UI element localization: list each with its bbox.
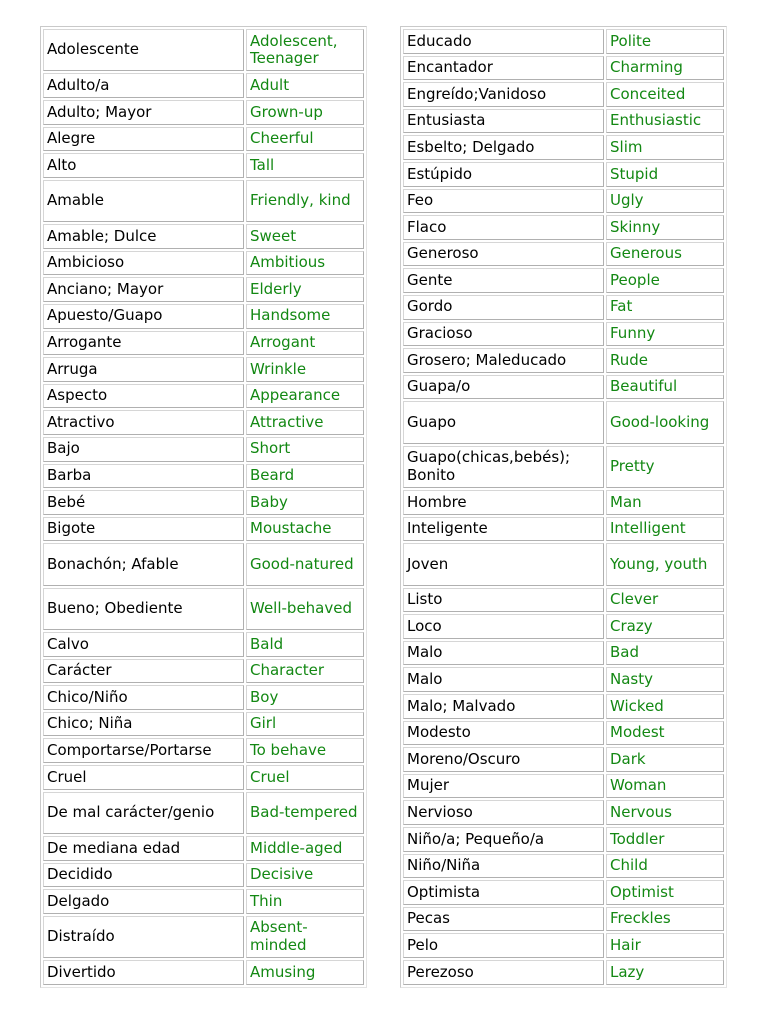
- spanish-word: Adulto; Mayor: [43, 100, 244, 125]
- table-row: [403, 322, 724, 347]
- english-translation: Skinny: [606, 215, 724, 240]
- spanish-word: Cruel: [43, 765, 244, 790]
- table-row: [403, 543, 724, 585]
- table-row: [403, 295, 724, 320]
- spanish-word: Adulto/a: [43, 73, 244, 98]
- table-row: [403, 56, 724, 81]
- spanish-word: Grosero; Maleducado: [403, 348, 604, 373]
- vocabulary-table-right-body: [403, 29, 724, 985]
- table-row: [403, 800, 724, 825]
- table-row: [403, 747, 724, 772]
- table-row: [403, 135, 724, 160]
- english-translation: Grown-up: [246, 100, 364, 125]
- english-translation: Elderly: [246, 277, 364, 302]
- english-translation: Girl: [246, 712, 364, 737]
- english-translation: Adolescent, Teenager: [246, 29, 364, 71]
- spanish-word: Arrogante: [43, 331, 244, 356]
- table-row: [43, 792, 364, 834]
- table-row: [43, 490, 364, 515]
- spanish-word: Hombre: [403, 490, 604, 515]
- spanish-word: Anciano; Mayor: [43, 277, 244, 302]
- table-row: [403, 721, 724, 746]
- table-row: [43, 765, 364, 790]
- table-row: [43, 127, 364, 152]
- vocabulary-table-left-body: [43, 29, 364, 985]
- english-translation: To behave: [246, 738, 364, 763]
- table-row: [43, 659, 364, 684]
- english-translation: Good-natured: [246, 543, 364, 585]
- spanish-word: Educado: [403, 29, 604, 54]
- spanish-word: Arruga: [43, 357, 244, 382]
- vocabulary-table-left: [40, 26, 367, 988]
- table-row: [43, 357, 364, 382]
- spanish-word: Carácter: [43, 659, 244, 684]
- spanish-word: Loco: [403, 614, 604, 639]
- table-row: [403, 189, 724, 214]
- spanish-word: Bigote: [43, 517, 244, 542]
- spanish-word: Malo: [403, 667, 604, 692]
- english-translation: Nervous: [606, 800, 724, 825]
- table-row: [43, 836, 364, 861]
- spanish-word: Niño/Niña: [403, 854, 604, 879]
- table-row: [43, 889, 364, 914]
- table-row: [43, 685, 364, 710]
- english-translation: Appearance: [246, 384, 364, 409]
- table-row: [43, 277, 364, 302]
- english-translation: Conceited: [606, 82, 724, 107]
- spanish-word: Flaco: [403, 215, 604, 240]
- spanish-word: Listo: [403, 588, 604, 613]
- spanish-word: Joven: [403, 543, 604, 585]
- table-row: [403, 268, 724, 293]
- table-row: [403, 375, 724, 400]
- table-row: [403, 694, 724, 719]
- spanish-word: Estúpido: [403, 162, 604, 187]
- spanish-word: Encantador: [403, 56, 604, 81]
- english-translation: Child: [606, 854, 724, 879]
- table-row: [43, 153, 364, 178]
- table-row: [43, 712, 364, 737]
- table-row: [403, 490, 724, 515]
- table-row: [43, 437, 364, 462]
- spanish-word: Distraído: [43, 916, 244, 958]
- table-row: [43, 916, 364, 958]
- spanish-word: Generoso: [403, 242, 604, 267]
- english-translation: Pretty: [606, 446, 724, 488]
- table-row: [403, 29, 724, 54]
- english-translation: Optimist: [606, 880, 724, 905]
- english-translation: Crazy: [606, 614, 724, 639]
- english-translation: Toddler: [606, 827, 724, 852]
- spanish-word: Bonachón; Afable: [43, 543, 244, 585]
- english-translation: Bad: [606, 641, 724, 666]
- table-row: [43, 517, 364, 542]
- english-translation: Polite: [606, 29, 724, 54]
- table-row: [403, 880, 724, 905]
- table-row: [403, 446, 724, 488]
- english-translation: Character: [246, 659, 364, 684]
- english-translation: Thin: [246, 889, 364, 914]
- spanish-word: Guapo: [403, 401, 604, 443]
- table-row: [403, 854, 724, 879]
- vocabulary-table-right: [400, 26, 727, 988]
- english-translation: Rude: [606, 348, 724, 373]
- english-translation: Attractive: [246, 410, 364, 435]
- spanish-word: Adolescente: [43, 29, 244, 71]
- table-row: [43, 251, 364, 276]
- spanish-word: Pelo: [403, 933, 604, 958]
- table-row: [43, 73, 364, 98]
- english-translation: Funny: [606, 322, 724, 347]
- spanish-word: Gente: [403, 268, 604, 293]
- spanish-word: Alegre: [43, 127, 244, 152]
- table-row: [43, 464, 364, 489]
- table-row: [43, 863, 364, 888]
- table-row: [43, 588, 364, 630]
- spanish-word: Guapo(chicas,bebés); Bonito: [403, 446, 604, 488]
- english-translation: Good-looking: [606, 401, 724, 443]
- table-row: [43, 960, 364, 985]
- spanish-word: Atractivo: [43, 410, 244, 435]
- spanish-word: Gordo: [403, 295, 604, 320]
- spanish-word: Pecas: [403, 907, 604, 932]
- spanish-word: De mediana edad: [43, 836, 244, 861]
- spanish-word: Comportarse/Portarse: [43, 738, 244, 763]
- table-row: [43, 100, 364, 125]
- spanish-word: Calvo: [43, 632, 244, 657]
- table-row: [403, 517, 724, 542]
- spanish-word: De mal carácter/genio: [43, 792, 244, 834]
- spanish-word: Delgado: [43, 889, 244, 914]
- table-row: [403, 933, 724, 958]
- table-row: [403, 641, 724, 666]
- english-translation: Beautiful: [606, 375, 724, 400]
- spanish-word: Mujer: [403, 774, 604, 799]
- english-translation: Generous: [606, 242, 724, 267]
- table-row: [403, 348, 724, 373]
- spanish-word: Amable; Dulce: [43, 224, 244, 249]
- table-row: [43, 410, 364, 435]
- english-translation: Ambitious: [246, 251, 364, 276]
- spanish-word: Bueno; Obediente: [43, 588, 244, 630]
- english-translation: Absent-minded: [246, 916, 364, 958]
- table-row: [403, 774, 724, 799]
- table-row: [43, 224, 364, 249]
- table-row: [403, 162, 724, 187]
- spanish-word: Chico; Niña: [43, 712, 244, 737]
- spanish-word: Bajo: [43, 437, 244, 462]
- english-translation: Woman: [606, 774, 724, 799]
- spanish-word: Apuesto/Guapo: [43, 304, 244, 329]
- english-translation: Intelligent: [606, 517, 724, 542]
- english-translation: Handsome: [246, 304, 364, 329]
- spanish-word: Ambicioso: [43, 251, 244, 276]
- spanish-word: Engreído;Vanidoso: [403, 82, 604, 107]
- english-translation: Clever: [606, 588, 724, 613]
- spanish-word: Guapa/o: [403, 375, 604, 400]
- spanish-word: Feo: [403, 189, 604, 214]
- table-row: [403, 614, 724, 639]
- spanish-word: Moreno/Oscuro: [403, 747, 604, 772]
- english-translation: Middle-aged: [246, 836, 364, 861]
- table-row: [43, 738, 364, 763]
- english-translation: Ugly: [606, 189, 724, 214]
- spanish-word: Bebé: [43, 490, 244, 515]
- table-row: [43, 29, 364, 71]
- english-translation: Sweet: [246, 224, 364, 249]
- table-row: [43, 304, 364, 329]
- english-translation: Tall: [246, 153, 364, 178]
- spanish-word: Inteligente: [403, 517, 604, 542]
- english-translation: Modest: [606, 721, 724, 746]
- english-translation: Nasty: [606, 667, 724, 692]
- spanish-word: Malo: [403, 641, 604, 666]
- english-translation: Stupid: [606, 162, 724, 187]
- table-row: [403, 242, 724, 267]
- table-row: [403, 667, 724, 692]
- english-translation: Arrogant: [246, 331, 364, 356]
- spanish-word: Barba: [43, 464, 244, 489]
- table-row: [43, 331, 364, 356]
- table-row: [403, 827, 724, 852]
- english-translation: Cheerful: [246, 127, 364, 152]
- english-translation: Man: [606, 490, 724, 515]
- english-translation: Dark: [606, 747, 724, 772]
- table-row: [43, 384, 364, 409]
- english-translation: Bald: [246, 632, 364, 657]
- table-row: [43, 632, 364, 657]
- spanish-word: Perezoso: [403, 960, 604, 985]
- english-translation: Freckles: [606, 907, 724, 932]
- spanish-word: Optimista: [403, 880, 604, 905]
- spanish-word: Nervioso: [403, 800, 604, 825]
- english-translation: Lazy: [606, 960, 724, 985]
- spanish-word: Malo; Malvado: [403, 694, 604, 719]
- spanish-word: Gracioso: [403, 322, 604, 347]
- english-translation: Decisive: [246, 863, 364, 888]
- english-translation: Friendly, kind: [246, 180, 364, 222]
- english-translation: People: [606, 268, 724, 293]
- table-row: [403, 401, 724, 443]
- spanish-word: Niño/a; Pequeño/a: [403, 827, 604, 852]
- spanish-word: Esbelto; Delgado: [403, 135, 604, 160]
- english-translation: Enthusiastic: [606, 109, 724, 134]
- english-translation: Young, youth: [606, 543, 724, 585]
- spanish-word: Chico/Niño: [43, 685, 244, 710]
- table-row: [43, 180, 364, 222]
- spanish-word: Decidido: [43, 863, 244, 888]
- english-translation: Wrinkle: [246, 357, 364, 382]
- english-translation: Wicked: [606, 694, 724, 719]
- english-translation: Bad-tempered: [246, 792, 364, 834]
- english-translation: Adult: [246, 73, 364, 98]
- table-row: [403, 907, 724, 932]
- english-translation: Cruel: [246, 765, 364, 790]
- spanish-word: Modesto: [403, 721, 604, 746]
- spanish-word: Aspecto: [43, 384, 244, 409]
- english-translation: Baby: [246, 490, 364, 515]
- spanish-word: Divertido: [43, 960, 244, 985]
- table-row: [403, 82, 724, 107]
- english-translation: Slim: [606, 135, 724, 160]
- english-translation: Hair: [606, 933, 724, 958]
- english-translation: Moustache: [246, 517, 364, 542]
- spanish-word: Entusiasta: [403, 109, 604, 134]
- spanish-word: Amable: [43, 180, 244, 222]
- english-translation: Amusing: [246, 960, 364, 985]
- english-translation: Boy: [246, 685, 364, 710]
- english-translation: Beard: [246, 464, 364, 489]
- english-translation: Short: [246, 437, 364, 462]
- table-row: [403, 215, 724, 240]
- spanish-word: Alto: [43, 153, 244, 178]
- table-row: [403, 109, 724, 134]
- table-row: [403, 960, 724, 985]
- english-translation: Charming: [606, 56, 724, 81]
- table-row: [43, 543, 364, 585]
- english-translation: Fat: [606, 295, 724, 320]
- english-translation: Well-behaved: [246, 588, 364, 630]
- table-row: [403, 588, 724, 613]
